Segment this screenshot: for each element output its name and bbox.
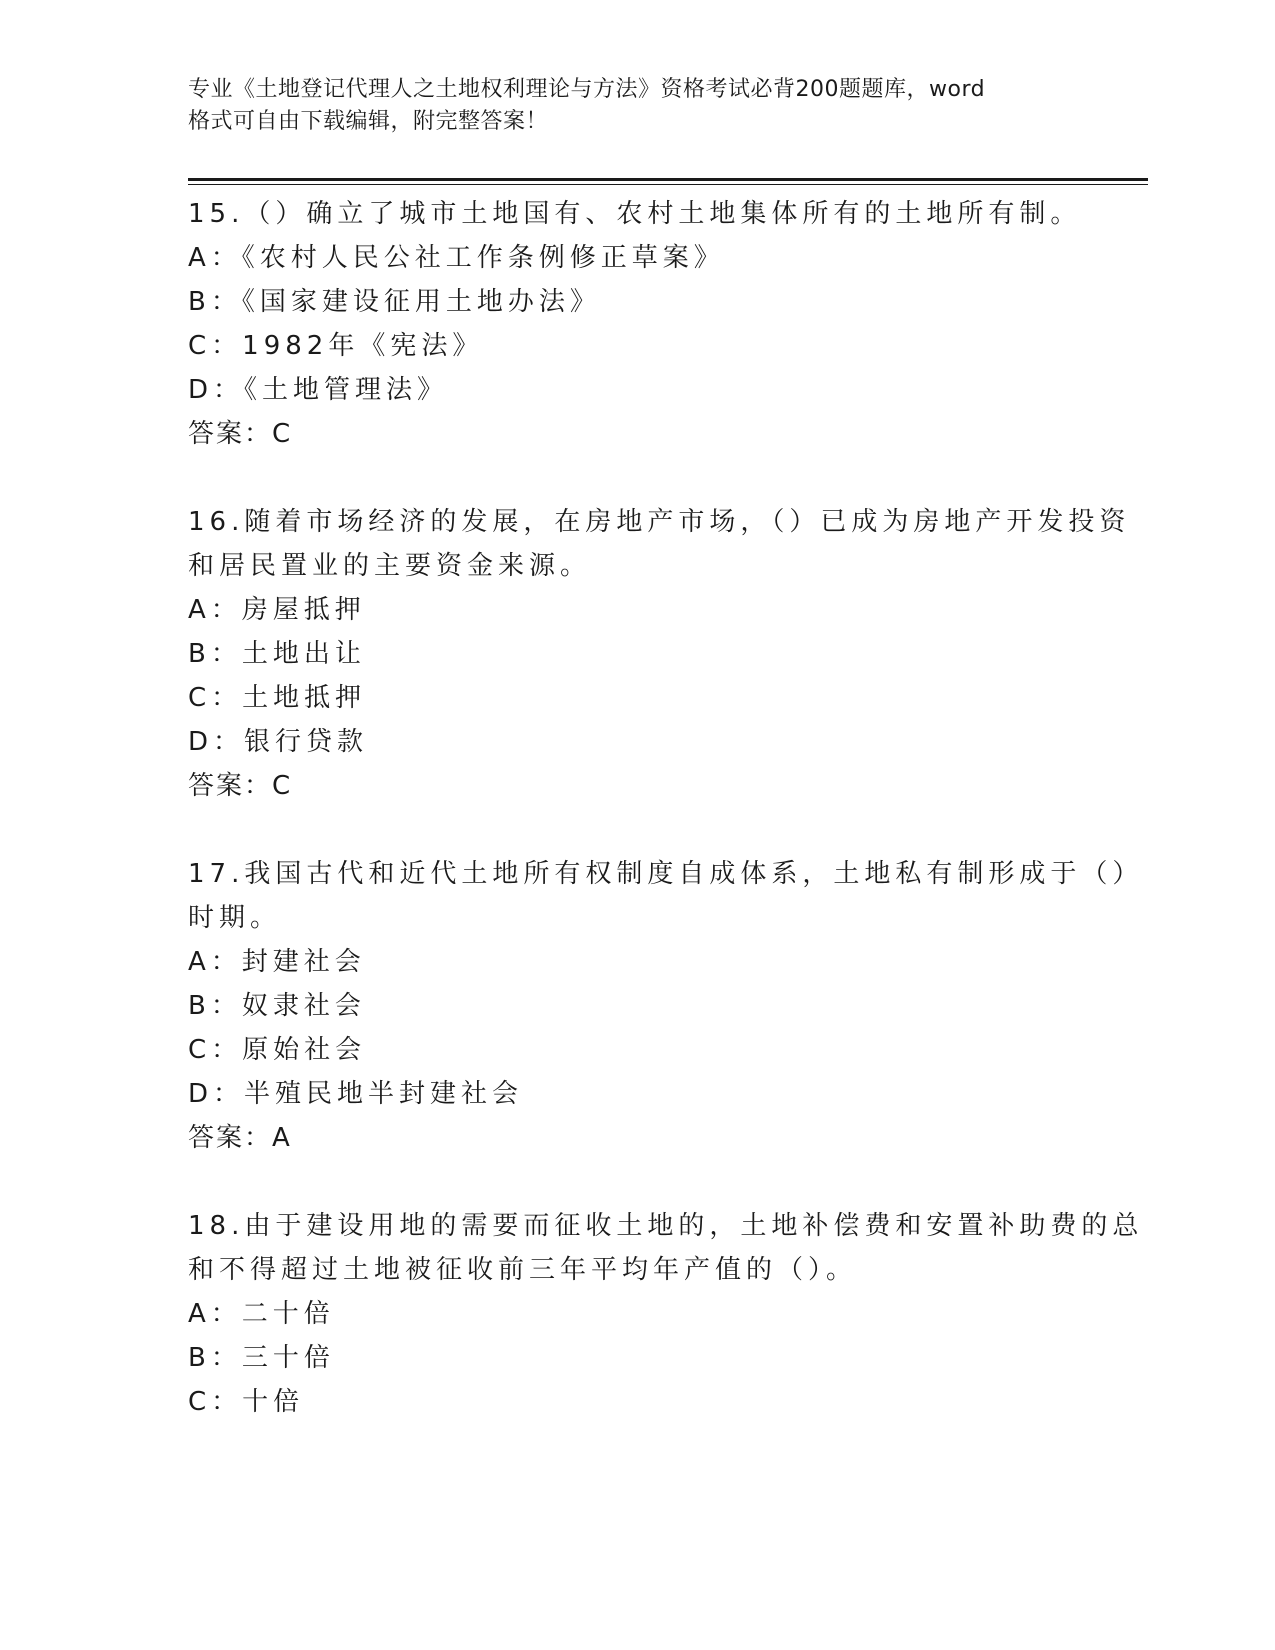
question-16-answer: 答案：C <box>188 771 293 801</box>
question-17-option-d: D：半殖民地半封建社会 <box>188 1079 524 1109</box>
question-17-option-c: C：原始社会 <box>188 1035 367 1065</box>
question-16-option-d: D：银行贷款 <box>188 727 369 757</box>
question-17-text-line-1: 17.我国古代和近代土地所有权制度自成体系，土地私有制形成于（） <box>188 859 1144 889</box>
question-15-option-d: D：《土地管理法》 <box>188 375 449 405</box>
question-16-option-b: B：土地出让 <box>188 639 366 669</box>
question-16-text-line-1: 16.随着市场经济的发展，在房地产市场，（）已成为房地产开发投资 <box>188 507 1131 537</box>
header-divider-thin <box>188 184 1148 185</box>
header-divider-thick <box>188 178 1148 181</box>
question-17-option-a: A：封建社会 <box>188 947 366 977</box>
question-18-text-line-2: 和不得超过土地被征收前三年平均年产值的（）。 <box>188 1255 858 1285</box>
question-15-option-a: A：《农村人民公社工作条例修正草案》 <box>188 243 725 273</box>
question-17-option-b: B：奴隶社会 <box>188 991 366 1021</box>
header-line-2: 格式可自由下载编辑，附完整答案！ <box>188 109 549 134</box>
question-16-option-a: A：房屋抵押 <box>188 595 366 625</box>
question-17-text-line-2: 时期。 <box>188 903 282 933</box>
question-18-option-b: B：三十倍 <box>188 1343 335 1373</box>
question-17-answer: 答案：A <box>188 1123 292 1153</box>
header-line-1: 专业《土地登记代理人之土地权利理论与方法》资格考试必背200题题库，word <box>188 77 986 102</box>
question-15-answer: 答案：C <box>188 419 293 449</box>
question-18-option-a: A：二十倍 <box>188 1299 335 1329</box>
question-16-option-c: C：土地抵押 <box>188 683 367 713</box>
question-15-option-c: C：1982年《宪法》 <box>188 331 484 361</box>
question-18-text-line-1: 18.由于建设用地的需要而征收土地的，土地补偿费和安置补助费的总 <box>188 1211 1144 1241</box>
document-header <box>188 74 1068 138</box>
question-18-option-c: C：十倍 <box>188 1387 305 1417</box>
question-15-text: 15.（）确立了城市土地国有、农村土地集体所有的土地所有制。 <box>188 199 1082 229</box>
question-16-text-line-2: 和居民置业的主要资金来源。 <box>188 551 592 581</box>
question-15-option-b: B：《国家建设征用土地办法》 <box>188 287 601 317</box>
